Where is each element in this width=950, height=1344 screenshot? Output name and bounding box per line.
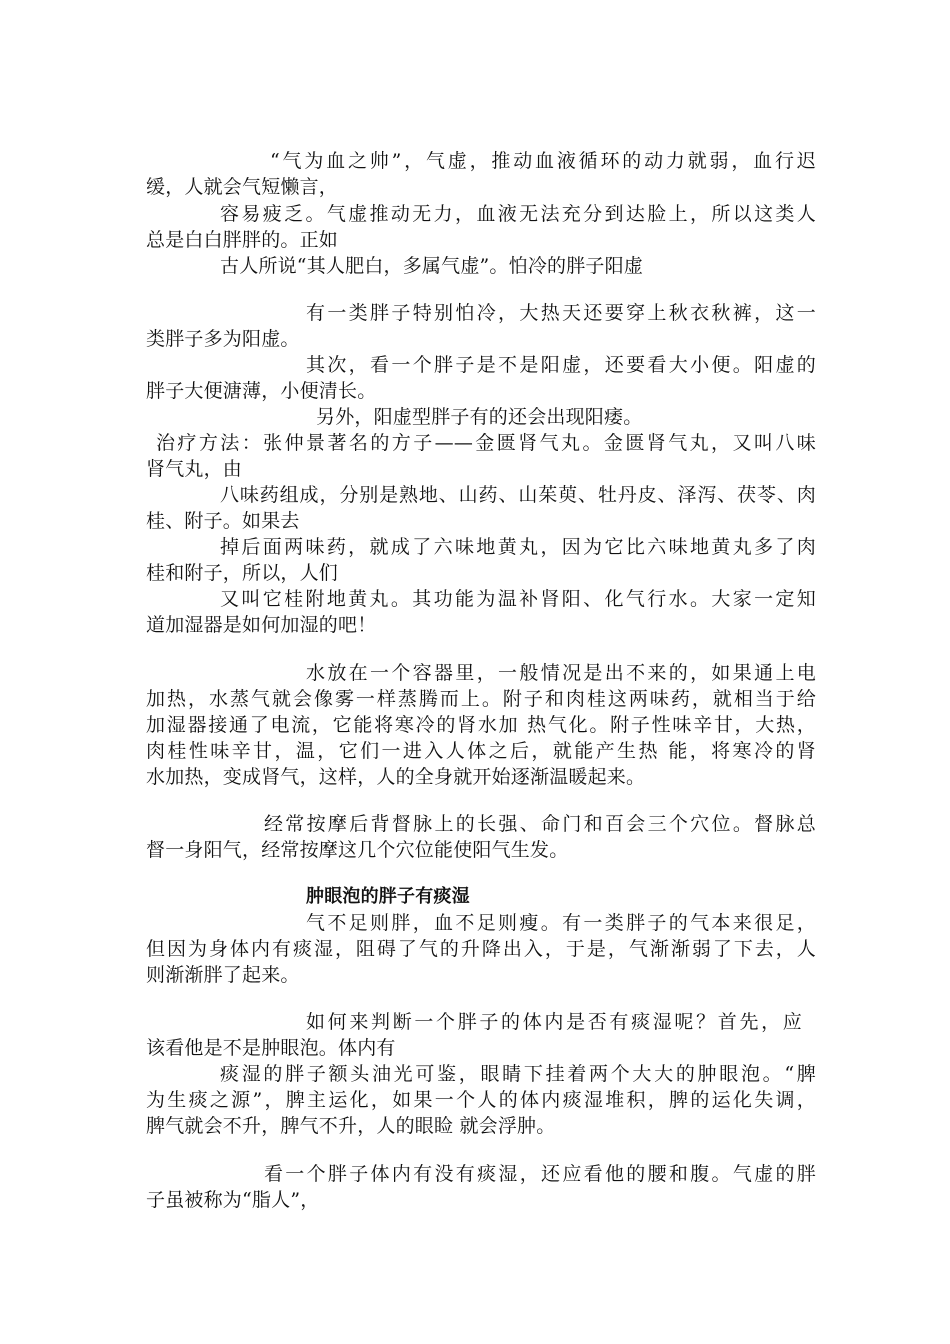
text-line: 看一个胖子体内有没有痰湿，还应看他的腰和腹。气虚的胖 [264,1163,816,1185]
text-line: 水加热，变成肾气，这样，人的全身就开始逐渐温暖起来。 [146,766,646,788]
text-line: 为生痰之源”，脾主运化，如果一个人的体内痰湿堆积，脾的运化失调， [146,1089,816,1111]
text-line: 经常按摩后背督脉上的长强、命门和百会三个穴位。督脉总 [264,813,816,835]
text-line: 又叫它桂附地黄丸。其功能为温补肾阳、化气行水。大家一定知 [220,588,816,610]
text-line: 加热，水蒸气就会像雾一样蒸腾而上。附子和肉桂这两味药，就相当于给 [146,688,816,710]
text-line: 则渐渐胖了起来。 [146,964,300,986]
text-line: 总是白白胖胖的。正如 [146,229,339,251]
text-line: 桂、附子。如果去 [146,510,300,532]
text-line: 类胖子多为阳虚。 [146,328,300,350]
text-line: 道加湿器是如何加湿的吧！ [146,614,377,636]
text-line: 督一身阳气，经常按摩这几个穴位能使阳气生发。 [146,839,569,861]
text-line: 但因为身体内有痰湿，阻碍了气的升降出入，于是，气渐渐弱了下去，人 [146,938,816,960]
text-line: 肉桂性味辛甘，温，它们一进入人体之后，就能产生热 能，将寒冷的肾 [146,740,816,762]
text-line: 痰湿的胖子额头油光可鉴，眼睛下挂着两个大大的肿眼泡。“脾 [220,1063,816,1085]
text-line: 其次，看一个胖子是不是阳虚，还要看大小便。阳虚的 [306,354,816,376]
text-line: 水放在一个容器里，一般情况是出不来的，如果通上电 [306,662,816,684]
text-line: 治疗方法：张仲景著名的方子——金匮肾气丸。金匮肾气丸，又叫八味 [156,432,816,454]
text-line: 如何来判断一个胖子的体内是否有痰湿呢？首先，应 [306,1011,802,1033]
text-line: “气为血之帅”，气虚，推动血液循环的动力就弱，血行迟 [270,150,816,172]
text-line: 掉后面两味药，就成了六味地黄丸，因为它比六味地黄丸多了肉 [220,536,816,558]
text-line: 肾气丸，由 [146,458,243,480]
text-line: 古人所说“其人肥白，多属气虚”。怕冷的胖子阳虚 [220,255,644,277]
text-line: 有一类胖子特别怕冷，大热天还要穿上秋衣秋裤，这一 [306,302,816,324]
text-line: 该看他是不是肿眼泡。体内有 [146,1037,396,1059]
text-line: 脾气就会不升，脾气不升，人的眼睑 就会浮肿。 [146,1115,556,1137]
text-line: 桂和附子，所以，人们 [146,562,339,584]
text-line: 胖子大便溏薄，小便清长。 [146,380,377,402]
text-line: 八味药组成，分别是熟地、山药、山茱萸、牡丹皮、泽泻、茯苓、肉 [220,484,816,506]
text-line: 加湿器接通了电流，它能将寒冷的肾水加 热气化。附子性味辛甘，大热， [146,714,816,736]
text-line: 子虽被称为“脂人”， [146,1189,320,1211]
section-heading: 肿眼泡的胖子有痰湿 [306,886,470,907]
text-line: 气不足则胖，血不足则瘦。有一类胖子的气本来很足， [306,912,816,934]
text-line: 另外，阳虚型胖子有的还会出现阳痿。 [316,406,643,428]
text-line: 容易疲乏。气虚推动无力，血液无法充分到达脸上，所以这类人 [220,203,816,225]
text-line: 缓，人就会气短懒言， [146,176,339,198]
